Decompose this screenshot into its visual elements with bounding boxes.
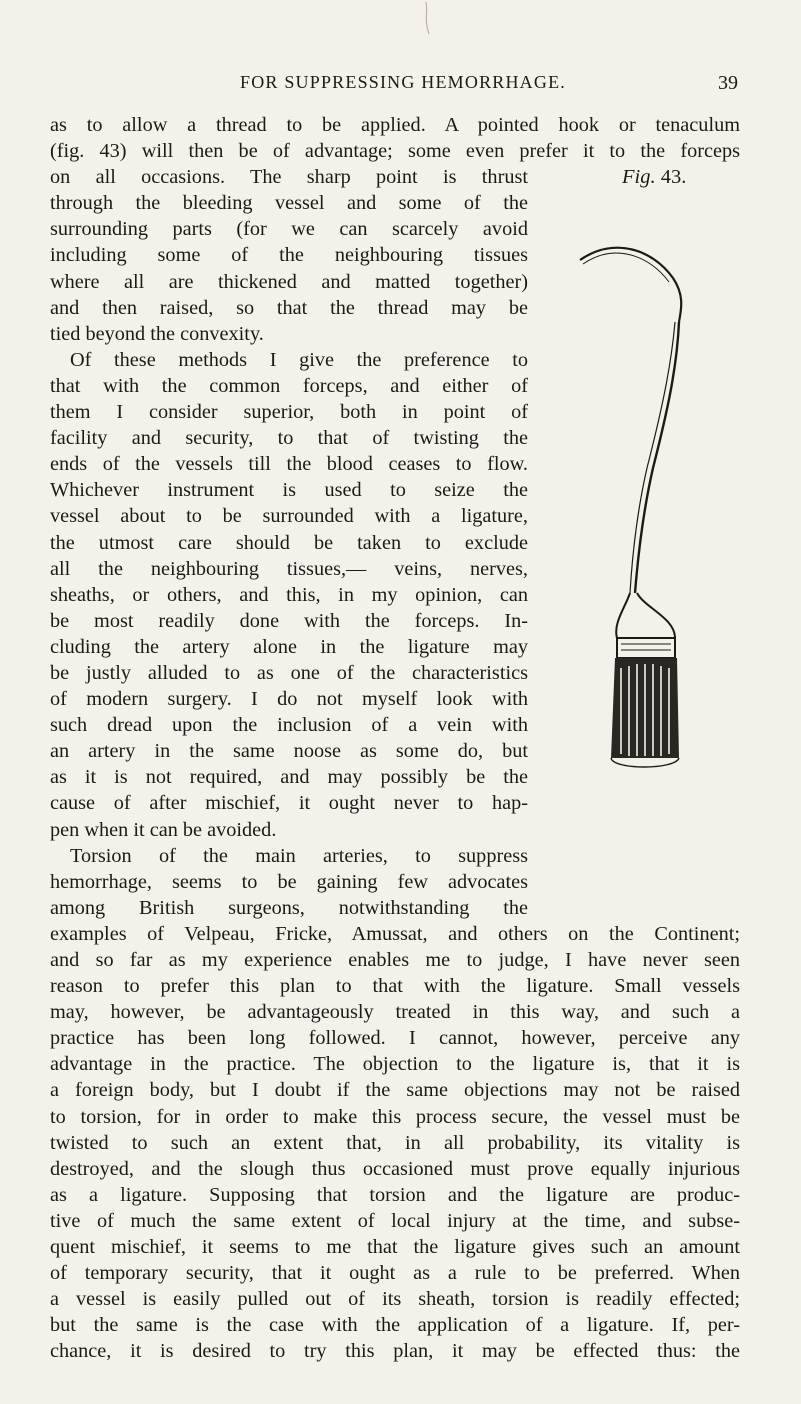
text-line: practice has been long followed. I cannot, however, perceive any — [50, 1027, 740, 1050]
text-line: as it is not required, and may possibly be the — [50, 766, 528, 789]
text-line: may, however, be advantageously treated in this way, and such a — [50, 1001, 740, 1024]
text-line: sheaths, or others, and this, in my opinion, can — [50, 583, 528, 606]
text-line: as a ligature. Supposing that torsion and the ligature are produc- — [50, 1183, 740, 1206]
text-line: cluding the artery alone in the ligature may — [50, 635, 528, 658]
text-line: tive of much the same extent of local injury at the time, and subse- — [50, 1209, 740, 1232]
text-line: Whichever instrument is used to seize the — [50, 479, 528, 502]
text-line: vessel about to be surrounded with a ligature, — [50, 505, 528, 528]
text-line: destroyed, and the slough thus occasioned must prove equally injurious — [50, 1157, 740, 1180]
text-line: as to allow a thread to be applied. A pointed hook or tenaculum — [50, 114, 740, 136]
text-line: including some of the neighbouring tissues — [50, 244, 528, 267]
text-line: the utmost care should be taken to exclude — [50, 531, 528, 554]
text-line: tied beyond the convexity. — [50, 322, 264, 345]
text-line: Torsion of the main arteries, to suppress — [70, 844, 528, 867]
text-line: all the neighbouring tissues,— veins, nerves, — [50, 557, 528, 580]
page-number: 39 — [718, 72, 738, 94]
text-line: surrounding parts (for we can scarcely avoid — [50, 218, 528, 241]
text-line: Of these methods I give the preference to — [70, 348, 528, 371]
text-line: but the same is the case with the application of a ligature. If, per- — [50, 1314, 740, 1337]
text-line: a foreign body, but I doubt if the same objections may not be raised — [50, 1079, 740, 1102]
page-header — [68, 72, 738, 98]
text-line: on all occasions. The sharp point is thrust — [50, 166, 528, 189]
text-line: quent mischief, it seems to me that the ligature gives such an amount — [50, 1236, 740, 1259]
text-line: be most readily done with the forceps. In- — [50, 609, 528, 632]
text-line: and so far as my experience enables me to judge, I have never seen — [50, 949, 740, 971]
text-line: and then raised, so that the thread may be — [50, 296, 528, 319]
figure-caption-prefix: Fig. — [622, 166, 656, 188]
text-line: where all are thickened and matted together) — [50, 270, 528, 293]
paper-stain — [420, 0, 460, 40]
text-line: through the bleeding vessel and some of the — [50, 192, 528, 215]
text-line: chance, it is desired to try this plan, it may be effected thus: the — [50, 1340, 740, 1363]
text-line: examples of Velpeau, Fricke, Amussat, and others on the Continent; — [50, 922, 740, 945]
text-line: that with the common forceps, and either of — [50, 374, 528, 397]
text-line: a vessel is easily pulled out of its sheath, torsion is readily effected; — [50, 1288, 740, 1311]
body-text — [50, 112, 740, 1365]
text-line: them I consider superior, both in point of — [50, 401, 528, 424]
text-line: be justly alluded to as one of the characteristics — [50, 661, 528, 684]
text-line: pen when it can be avoided. — [50, 818, 277, 841]
text-line: such dread upon the inclusion of a vein with — [50, 714, 528, 737]
text-line: of temporary security, that it ought as a rule to be preferred. When — [50, 1262, 740, 1285]
text-line: reason to prefer this plan to that with the ligature. Small vessels — [50, 975, 740, 998]
text-line: to torsion, for in order to make this process secure, the vessel must be — [50, 1105, 740, 1128]
text-line: advantage in the practice. The objection to the ligature is, that it is — [50, 1053, 740, 1076]
text-line: cause of after mischief, it ought never to hap- — [50, 792, 528, 815]
text-line: of modern surgery. I do not myself look with — [50, 688, 528, 711]
running-head: FOR SUPPRESSING HEMORRHAGE. — [240, 72, 566, 92]
text-line: an artery in the same noose as some do, but — [50, 740, 528, 763]
figure-caption-number: 43. — [660, 166, 687, 188]
text-line: among British surgeons, notwithstanding the — [50, 896, 528, 919]
text-line: hemorrhage, seems to be gaining few advocates — [50, 870, 528, 893]
text-line: twisted to such an extent that, in all probability, its vitality is — [50, 1131, 740, 1154]
text-line: ends of the vessels till the blood ceases to flow. — [50, 453, 528, 476]
text-line: facility and security, to that of twisting the — [50, 427, 528, 450]
text-line: (fig. 43) will then be of advantage; some even prefer it to the forceps — [50, 140, 740, 163]
